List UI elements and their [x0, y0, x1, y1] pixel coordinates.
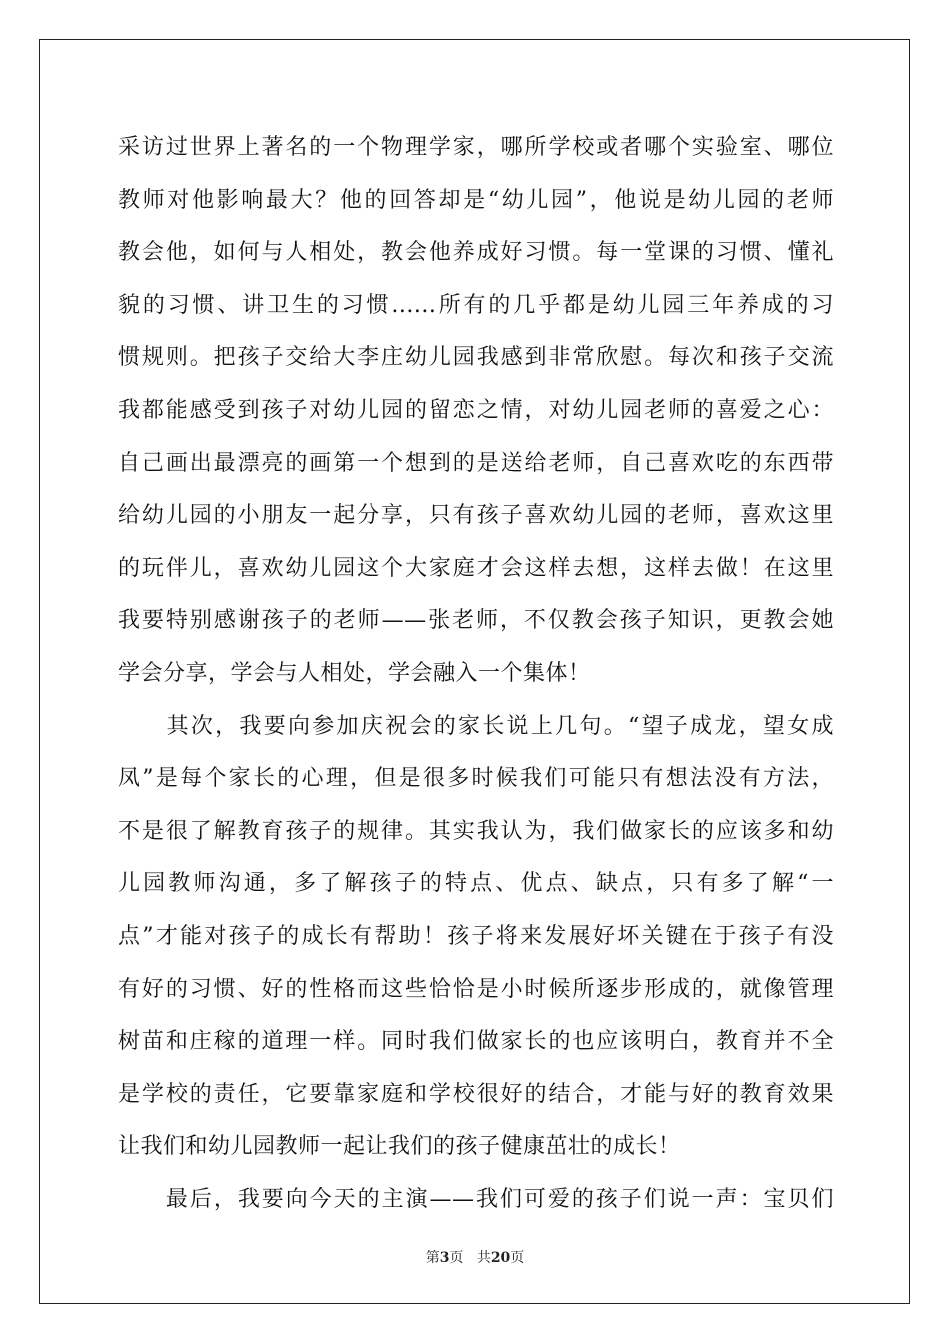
text-line: 惯规则。把孩子交给大李庄幼儿园我感到非常欣慰。每次和孩子交流: [118, 345, 834, 371]
text-line: 最后，我要向今天的主演——我们可爱的孩子们说一声：宝贝们: [118, 1186, 834, 1212]
text-line: 学会分享，学会与人相处，学会融入一个集体！: [118, 660, 591, 686]
text-line: 我都能感受到孩子对幼儿园的留恋之情，对幼儿园老师的喜爱之心：: [118, 397, 834, 423]
text-line: 的玩伴儿，喜欢幼儿园这个大家庭才会这样去想，这样去做！在这里: [118, 555, 834, 581]
text-line: 不是很了解教育孩子的规律。其实我认为，我们做家长的应该多和幼: [118, 818, 834, 844]
text-line: 其次，我要向参加庆祝会的家长说上几句。“望子成龙，望女成: [118, 713, 834, 739]
footer-page-number: 3: [439, 1250, 450, 1266]
text-line: 是学校的责任，它要靠家庭和学校很好的结合，才能与好的教育效果: [118, 1081, 834, 1107]
footer-total-pages: 20: [490, 1250, 511, 1266]
body-text: [118, 122, 834, 1226]
text-line: 点”才能对孩子的成长有帮助！孩子将来发展好坏关键在于孩子有没: [118, 923, 834, 949]
footer-total-unit: 页: [510, 1250, 525, 1266]
footer-prefix: 第: [425, 1250, 440, 1266]
text-line: 儿园教师沟通，多了解孩子的特点、优点、缺点，只有多了解“一: [118, 871, 834, 897]
text-line: 教会他，如何与人相处，教会他养成好习惯。每一堂课的习惯、懂礼: [118, 240, 834, 266]
text-line: 凤”是每个家长的心理，但是很多时候我们可能只有想法没有方法，: [118, 766, 834, 792]
text-line: 貌的习惯、讲卫生的习惯......所有的几乎都是幼儿园三年养成的习: [118, 292, 834, 318]
text-line: 有好的习惯、好的性格而这些恰恰是小时候所逐步形成的，就像管理: [118, 976, 834, 1002]
text-line: 我要特别感谢孩子的老师——张老师，不仅教会孩子知识，更教会她: [118, 608, 834, 634]
text-line: 采访过世界上著名的一个物理学家，哪所学校或者哪个实验室、哪位: [118, 135, 834, 160]
text-line: 让我们和幼儿园教师一起让我们的孩子健康茁壮的成长！: [118, 1134, 681, 1160]
text-line: 给幼儿园的小朋友一起分享，只有孩子喜欢幼儿园的老师，喜欢这里: [118, 503, 834, 529]
footer-page-unit: 页: [449, 1250, 464, 1266]
page-footer: [0, 1247, 950, 1267]
text-line: 树苗和庄稼的道理一样。同时我们做家长的也应该明白，教育并不全: [118, 1029, 834, 1055]
text-line: 教师对他影响最大？他的回答却是“幼儿园”，他说是幼儿园的老师: [118, 187, 834, 213]
footer-total-prefix: 共: [476, 1250, 491, 1266]
text-line: 自己画出最漂亮的画第一个想到的是送给老师，自己喜欢吃的东西带: [118, 450, 834, 476]
